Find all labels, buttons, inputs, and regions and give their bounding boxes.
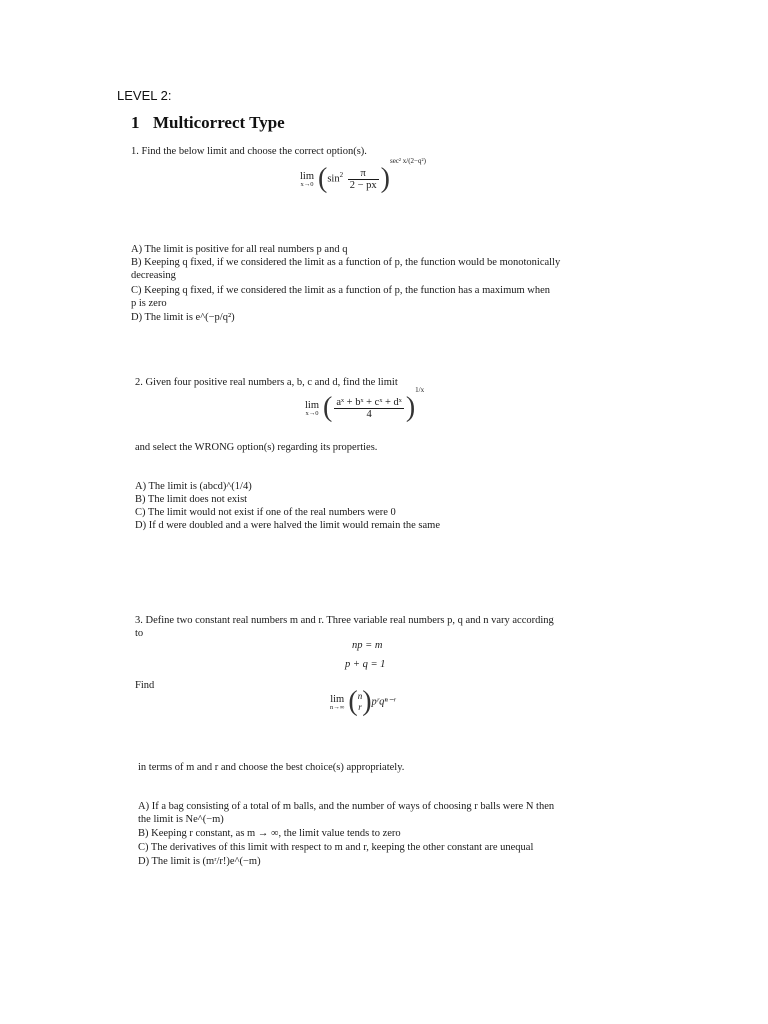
q3-option-a: A) If a bag consisting of a total of m balls, and the number of ways of choosing r balls were N then xyxy=(138,801,555,812)
q2-option-c: C) The limit would not exist if one of the real numbers were 0 xyxy=(135,507,396,518)
q1-equation: lim x→0 ($\sin^2$ $\frac{\pi}{2 - px}$ )$^{sec^2 x/(2-q^2)}$ xyxy=(300,156,426,194)
q3-lim: lim n→∞ xyxy=(330,693,345,711)
q3-prompt: 3. Define two constant real numbers m and r. Three variable real numbers p, q and n vary according xyxy=(135,615,554,626)
q3-after: in terms of m and r and choose the best choice(s) appropriately. xyxy=(138,762,405,773)
q1-fraction: $\frac{\pi}{2 - px}$ xyxy=(349,167,377,191)
q2-option-b: B) The limit does not exist xyxy=(135,494,248,505)
q3-option-d: D) The limit is (mʳ/r!)e^(−m) xyxy=(138,856,261,867)
q1-option-d: D) The limit is e^(−p/q²) xyxy=(131,312,235,323)
q2-option-d: D) If d were doubled and a were halved the limit would remain the same xyxy=(135,520,440,531)
q2-prompt: 2. Given four positive real numbers a, b, c and d, find the limit xyxy=(135,377,398,388)
q3-term: pʳqⁿ⁻ʳ xyxy=(371,696,396,708)
section-number: 1 xyxy=(131,113,140,132)
q3-eq1: np = m xyxy=(352,640,383,651)
level-heading: LEVEL 2: xyxy=(117,88,172,103)
section-title-text: Multicorrect Type xyxy=(153,113,285,132)
q1-lim: lim x→0 xyxy=(300,170,315,188)
q2-fraction: $\frac{\text{aˣ + bˣ + cˣ + dˣ}}{4}$ xyxy=(336,396,402,420)
q3-binomial: n r xyxy=(357,691,363,712)
q1-option-c: C) Keeping q fixed, if we considered the limit as a function of p, the function has a maximum when xyxy=(131,285,551,296)
q2-option-a: A) The limit is (abcd)^(1/4) xyxy=(135,481,252,492)
q3-option-b: B) Keeping r constant, as m → ∞, the limit value tends to zero xyxy=(138,828,401,839)
q3-prompt-cont: to xyxy=(135,628,144,639)
q1-prompt: 1. Find the below limit and choose the correct option(s). xyxy=(131,146,367,157)
q2-exponent: 1/x xyxy=(415,385,425,394)
q3-option-c: C) The derivatives of this limit with respect to m and r, keeping the other constant are unequal xyxy=(138,842,534,853)
q1-option-a: A) The limit is positive for all real numbers p and q xyxy=(131,244,348,255)
q2-after: and select the WRONG option(s) regarding its properties. xyxy=(135,442,378,453)
q1-exponent: sec² x/(2−q²) xyxy=(389,156,426,165)
section-title xyxy=(131,113,285,133)
q3-find: Find xyxy=(135,680,155,691)
q3-eq2: p + q = 1 xyxy=(345,659,386,670)
q2-lim: lim x→0 xyxy=(305,399,320,417)
q1-option-c-cont: p is zero xyxy=(131,298,167,309)
q1-option-b: B) Keeping q fixed, if we considered the limit as a function of p, the function would be monotonically xyxy=(131,257,561,268)
q1-option-b-cont: decreasing xyxy=(131,270,176,281)
q3-option-a-cont: the limit is Ne^(−m) xyxy=(138,814,224,825)
q3-equation: lim n→∞ ( n r )pʳqⁿ⁻ʳ xyxy=(330,686,396,717)
q2-equation: lim x→0 ( $\frac{\text{aˣ + bˣ + cˣ + dˣ}}{4}$ )$^{1/x}$ xyxy=(305,385,425,423)
q1-sin: sin xyxy=(327,173,340,185)
